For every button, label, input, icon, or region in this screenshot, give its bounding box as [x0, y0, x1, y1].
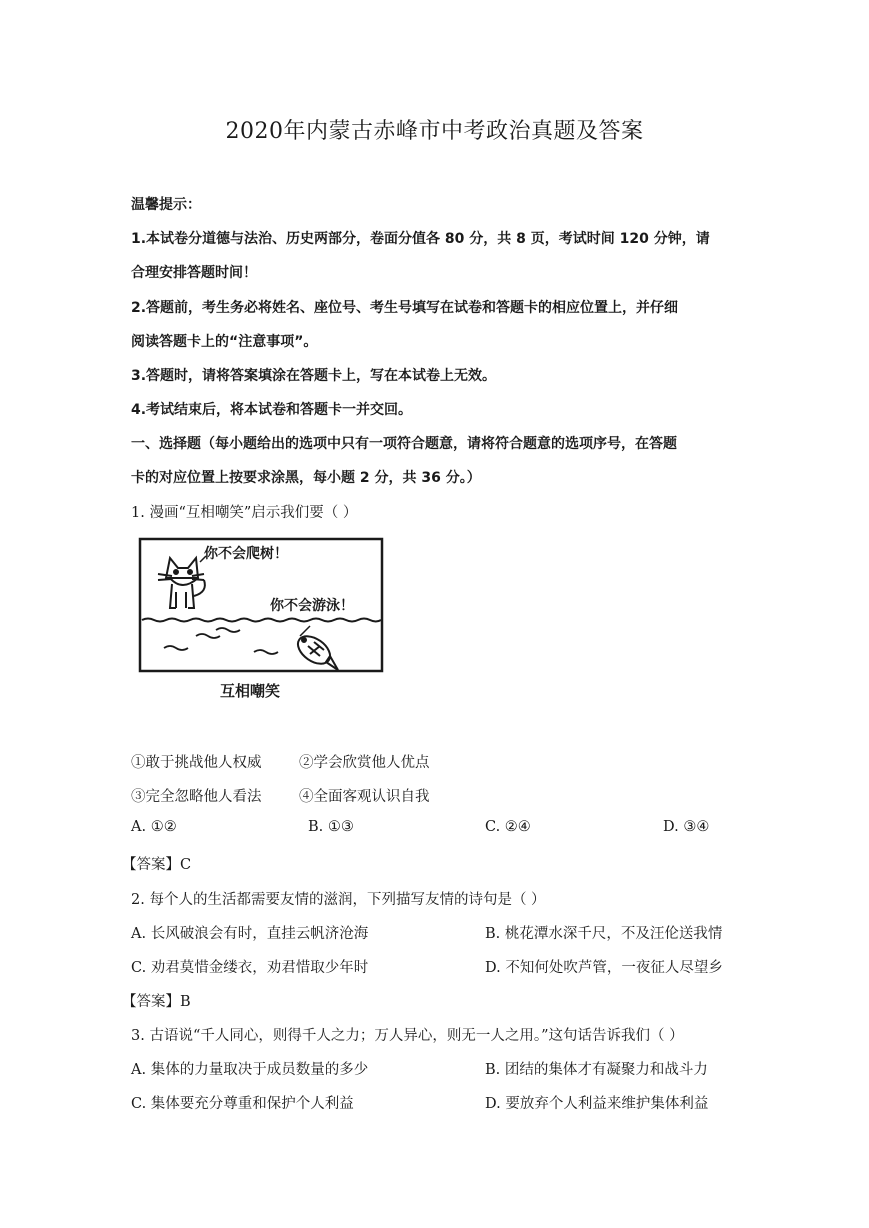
cartoon-caption: 互相嘲笑	[220, 682, 281, 700]
tip-4: 4.考试结束后，将本试卷和答题卡一并交回。	[131, 402, 413, 418]
cat-drawing	[158, 558, 205, 608]
q2-option-d: D. 不知何处吹芦管，一夜征人尽望乡	[485, 960, 723, 976]
q2-option-b: B. 桃花潭水深千尺，不及汪伦送我情	[485, 926, 723, 942]
q2-answer: 【答案】B	[122, 994, 191, 1010]
question-3-stem: 3. 古语说“千人同心，则得千人之力；万人异心，则无一人之用。”这句话告诉我们（ ）	[131, 1028, 684, 1044]
q1-option-a: A. ①②	[131, 819, 177, 835]
cat-speech-bubble: 你不会爬树！	[204, 546, 288, 562]
question-2-stem: 2. 每个人的生活都需要友情的滋润，下列描写友情的诗句是（ ）	[131, 892, 546, 908]
fish-drawing	[293, 626, 338, 670]
q1-answer: 【答案】C	[122, 857, 192, 873]
water-line	[142, 619, 381, 622]
q1-option-c: C. ②④	[485, 819, 531, 835]
question-1-stem: 1. 漫画“互相嘲笑”启示我们要（ ）	[131, 505, 358, 521]
section-instruction-line-2: 卡的对应位置上按要求涂黑，每小题 2 分，共 36 分。）	[131, 470, 481, 486]
tips-heading: 温馨提示：	[131, 197, 201, 213]
waves	[164, 628, 278, 654]
tip-2-line-2: 阅读答题卡上的“注意事项”。	[131, 334, 318, 350]
fish-speech-bubble: 你不会游泳！	[270, 598, 354, 614]
q1-statement-4: ④全面客观认识自我	[299, 789, 430, 805]
q3-option-b: B. 团结的集体才有凝聚力和战斗力	[485, 1062, 708, 1078]
tip-1-line-1: 1.本试卷分道德与法治、历史两部分，卷面分值各 80 分，共 8 页，考试时间 120 分钟，请	[131, 231, 710, 247]
q2-option-c: C. 劝君莫惜金缕衣，劝君惜取少年时	[131, 960, 369, 976]
section-instruction-line-1: 一、选择题（每小题给出的选项中只有一项符合题意，请将符合题意的选项序号，在答题	[131, 436, 677, 452]
tip-3: 3.答题时，请将答案填涂在答题卡上，写在本试卷上无效。	[131, 368, 497, 384]
q3-option-c: C. 集体要充分尊重和保护个人利益	[131, 1096, 354, 1112]
tip-1-line-2: 合理安排答题时间！	[131, 265, 257, 281]
q1-statement-3: ③完全忽略他人看法	[131, 789, 262, 805]
cartoon-image	[134, 536, 386, 706]
page-title: 2020年内蒙古赤峰市中考政治真题及答案	[225, 119, 644, 144]
q3-option-d: D. 要放弃个人利益来维护集体利益	[485, 1096, 709, 1112]
q1-statement-2: ②学会欣赏他人优点	[299, 755, 430, 771]
q1-option-d: D. ③④	[663, 819, 710, 835]
q1-option-b: B. ①③	[308, 819, 354, 835]
q3-option-a: A. 集体的力量取决于成员数量的多少	[131, 1062, 369, 1078]
tip-2-line-1: 2.答题前，考生务必将姓名、座位号、考生号填写在试卷和答题卡的相应位置上，并仔细	[131, 300, 679, 316]
q2-option-a: A. 长风破浪会有时，直挂云帆济沧海	[131, 926, 369, 942]
q1-statement-1: ①敢于挑战他人权威	[131, 755, 262, 771]
